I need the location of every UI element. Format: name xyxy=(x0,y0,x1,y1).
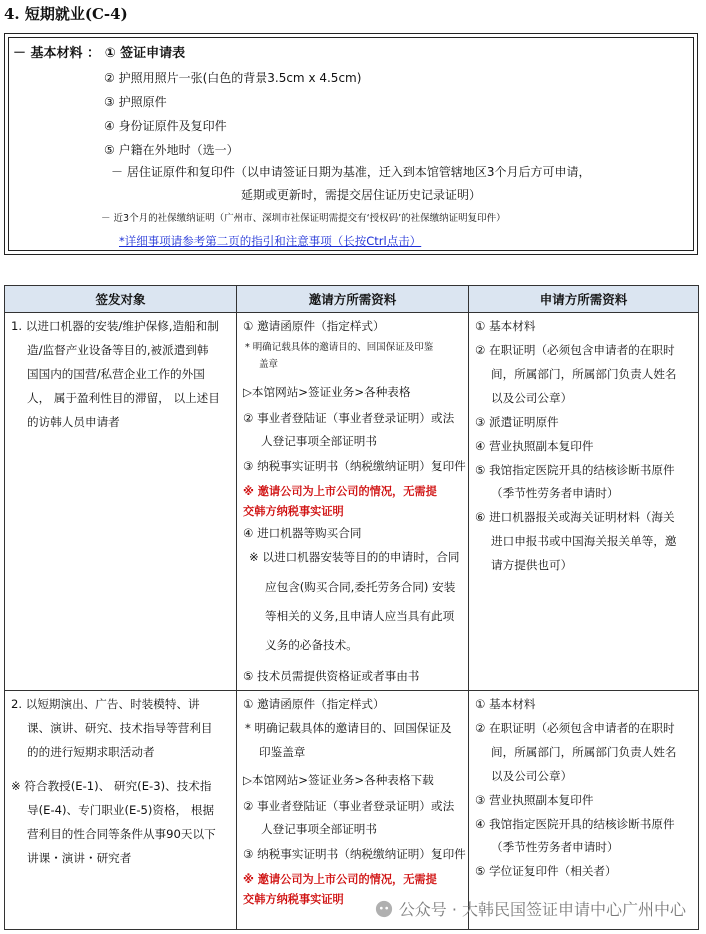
text-line: ▷本馆网站>签证业务>各种表格下载 xyxy=(243,773,434,787)
text-line: ② 在职证明（必须包含申请者的在职时 xyxy=(475,343,675,357)
text-line: * 明确记载具体的邀请目的、回国保证及印鉴 xyxy=(245,342,434,353)
text-line: ⑥ 进口机器报关或海关证明材料（海关 xyxy=(475,510,675,524)
warning-line: ※ 邀请公司为上市公司的情况，无需提 xyxy=(243,873,437,886)
text-line: ⑤ 学位证复印件（相关者） xyxy=(475,864,617,878)
text-line: （季节性劳务者申请时） xyxy=(491,840,619,854)
visa-table xyxy=(4,285,699,930)
text-line: 讲课・演讲・研究者 xyxy=(27,851,132,865)
text-line: 导(E-4)、专门职业(E-5)资格， 根据 xyxy=(27,803,215,817)
warning-line: 交韩方纳税事实证明 xyxy=(243,505,344,518)
basic-item: 延期或更新时，需提交居住证历史记录证明） xyxy=(241,188,482,202)
text-line: ② 在职证明（必须包含申请者的在职时 xyxy=(475,721,675,735)
header-inviter: 邀请方所需资料 xyxy=(237,286,469,313)
basic-item: ④ 身份证原件及复印件 xyxy=(104,119,227,133)
watermark xyxy=(375,897,686,920)
text-line: （季节性劳务者申请时） xyxy=(491,486,619,500)
text-line: * 明确记载具体的邀请目的、回国保证及 xyxy=(245,721,452,735)
text-line: 印鉴盖章 xyxy=(259,745,306,759)
text-line: 人， 属于盈利性目的滞留， 以上述目 xyxy=(27,391,220,405)
details-link[interactable]: *详细事项请参考第二页的指引和注意事项（长按Ctrl点击） xyxy=(119,234,422,248)
text-line: 以及公司公章） xyxy=(491,769,573,783)
basic-item: － 近3个月的社保缴纳证明（广州市、深圳市社保证明需提交有‘授权码’的社保缴纳证明复印件） xyxy=(101,213,506,224)
text-line: ④ 营业执照副本复印件 xyxy=(475,439,594,453)
text-line: 2. 以短期演出、广告、时装模特、讲 xyxy=(11,697,200,711)
wechat-icon xyxy=(375,900,393,918)
basic-item: ⑤ 户籍在外地时（选一） xyxy=(104,143,239,157)
header-target: 签发对象 xyxy=(5,286,237,313)
text-line: 国国内的国营/私营企业工作的外国 xyxy=(27,367,205,381)
text-line: ③ 派遣证明原件 xyxy=(475,415,559,429)
basic-item: － 居住证原件和复印件（以申请签证日期为基准，迁入到本馆管辖地区3个月后方可申请， xyxy=(111,165,591,179)
section-title: 4. 短期就业(C-4) xyxy=(4,5,128,23)
warning-line: ※ 邀请公司为上市公司的情况，无需提 xyxy=(243,485,437,498)
text-line: 请方提供也可） xyxy=(491,558,573,572)
text-line: 的访韩人员申请者 xyxy=(27,415,120,429)
text-line: 人登记事项全部证明书 xyxy=(261,822,377,836)
text-line: 等相关的义务,且申请人应当具有此项 xyxy=(265,609,455,623)
basic-item: ③ 护照原件 xyxy=(104,95,167,109)
text-line: ※ 符合教授(E-1)、 研究(E-3)、技术指 xyxy=(11,779,212,793)
text-line: ⑤ 技术员需提供资格证或者事由书 xyxy=(243,669,420,683)
text-line: ② 事业者登陆证（事业者登录证明）或法 xyxy=(243,411,455,425)
text-line: ① 基本材料 xyxy=(475,319,536,333)
text-line: ① 邀请函原件（指定样式） xyxy=(243,697,385,711)
text-line: 盖章 xyxy=(259,359,279,370)
text-line: ③ 营业执照副本复印件 xyxy=(475,793,594,807)
basic-materials-box xyxy=(4,33,698,255)
text-line: ④ 进口机器等购买合同 xyxy=(243,526,362,540)
text-line: ③ 纳税事实证明书（纳税缴纳证明）复印件 xyxy=(243,459,466,473)
text-line: ※ 以进口机器安装等目的的申请时，合同 xyxy=(249,550,460,564)
text-line: ② 事业者登陆证（事业者登录证明）或法 xyxy=(243,799,455,813)
basic-item: ② 护照用照片一张(白色的背景3.5cm x 4.5cm) xyxy=(104,71,362,85)
text-line: ③ 纳税事实证明书（纳税缴纳证明）复印件 xyxy=(243,847,466,861)
text-line: 应包含(购买合同,委托劳务合同) 安装 xyxy=(265,580,456,594)
text-line: 1. 以进口机器的安装/维护保修,造船和制 xyxy=(11,319,219,333)
text-line: ① 基本材料 xyxy=(475,697,536,711)
header-applicant: 申请方所需资料 xyxy=(469,286,699,313)
text-line: 间，所属部门，所属部门负责人姓名 xyxy=(491,745,677,759)
text-line: 进口申报书或中国海关报关单等，邀 xyxy=(491,534,677,548)
text-line: ⑤ 我馆指定医院开具的结核诊断书原件 xyxy=(475,463,675,477)
text-line: 义务的必备技术。 xyxy=(265,638,358,652)
text-line: 的的进行短期求职活动者 xyxy=(27,745,155,759)
text-line: 人登记事项全部证明书 xyxy=(261,434,377,448)
text-line: 课、演讲、研究、技术指导等营利目 xyxy=(27,721,213,735)
warning-line: 交韩方纳税事实证明 xyxy=(243,893,344,906)
text-line: 营利目的性合同等条件从事90天以下 xyxy=(27,827,216,841)
text-line: 造/监督产业设备等目的,被派遣到韩 xyxy=(27,343,209,357)
watermark-text: 公众号 · 大韩民国签证申请中心广州中心 xyxy=(398,900,686,919)
basic-materials-label: － 基本材料 ： ① 签证申请表 xyxy=(13,46,186,61)
text-line: ① 邀请函原件（指定样式） xyxy=(243,319,385,333)
text-line: ④ 我馆指定医院开具的结核诊断书原件 xyxy=(475,817,675,831)
text-line: 以及公司公章） xyxy=(491,391,573,405)
text-line: ▷本馆网站>签证业务>各种表格 xyxy=(243,385,411,399)
text-line: 间，所属部门，所属部门负责人姓名 xyxy=(491,367,677,381)
